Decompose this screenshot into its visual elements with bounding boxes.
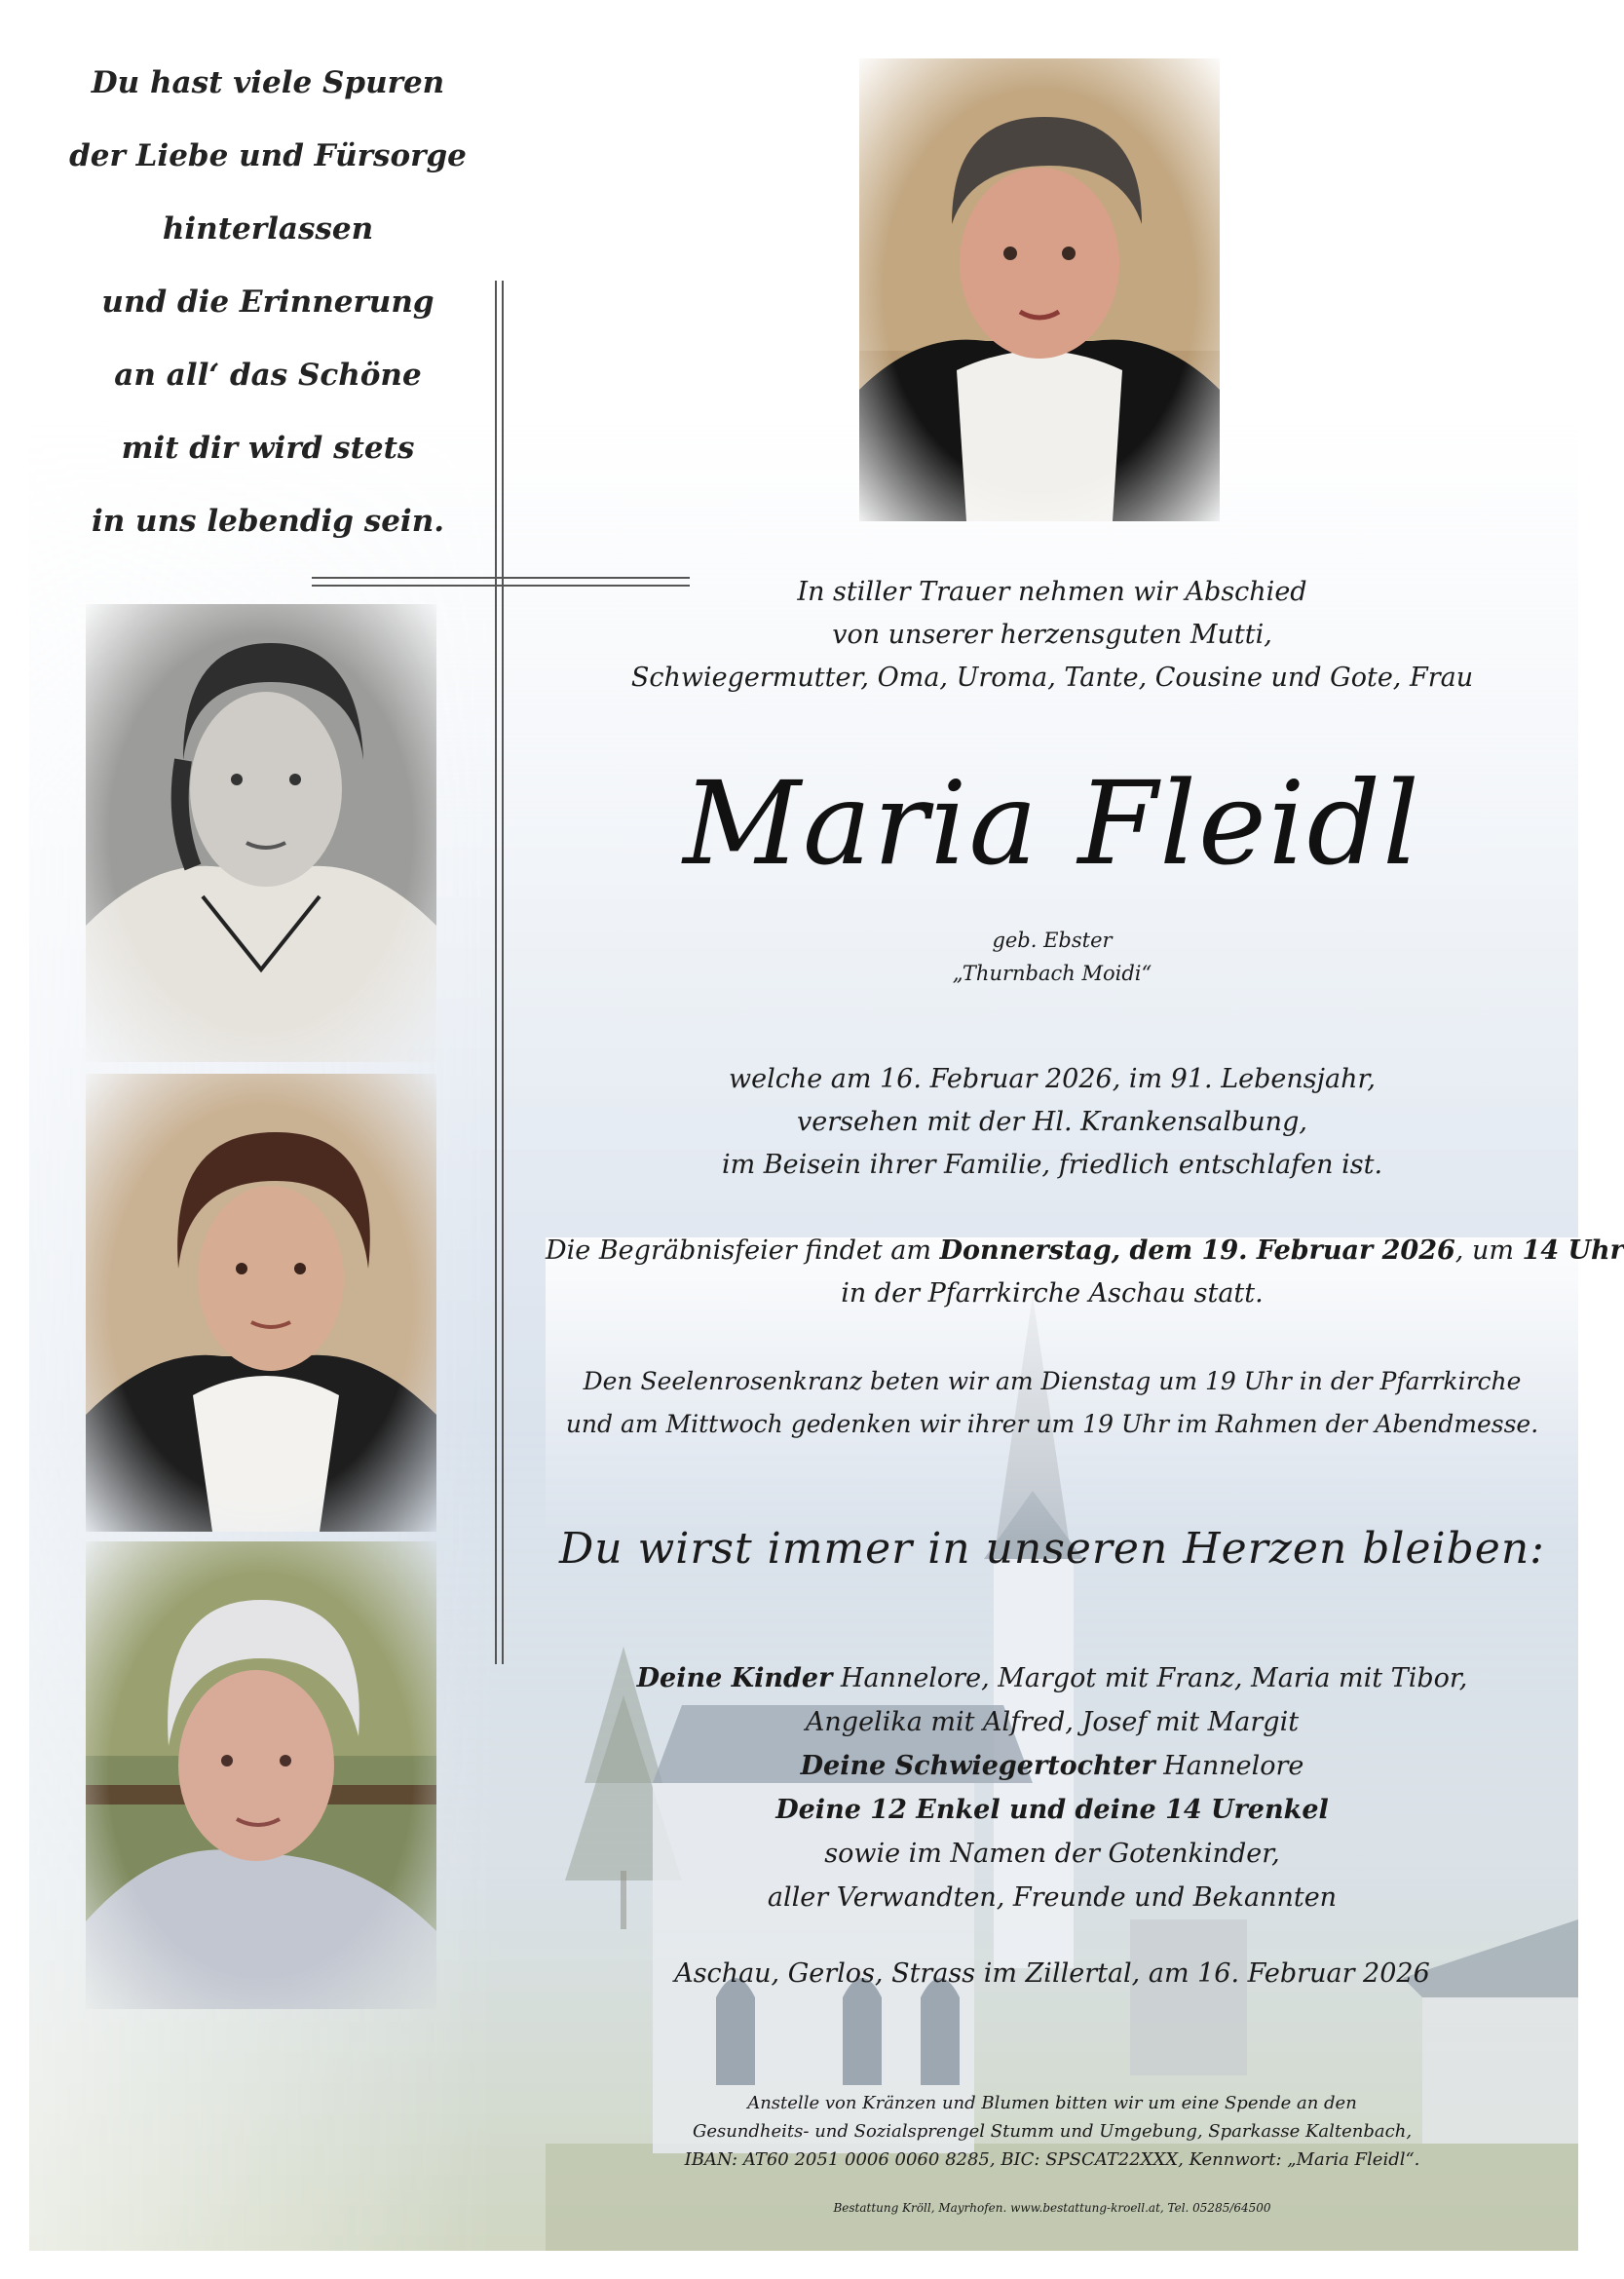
funeral-home-footer: Bestattung Kröll, Mayrhofen. www.bestattung-kroell.at, Tel. 05285/64500: [833, 2201, 1271, 2215]
death-line: versehen mit der Hl. Krankensalbung,: [797, 1107, 1307, 1137]
poem-line: in uns lebendig sein.: [91, 504, 445, 539]
poem-line: mit dir wird stets: [121, 431, 415, 466]
donation-line: IBAN: AT60 2051 0006 0060 8285, BIC: SPSCAT22XXX, Kennwort: „Maria Fleidl“.: [684, 2149, 1420, 2170]
funeral-info: [546, 1230, 1624, 1315]
children-label: Deine Kinder: [636, 1663, 833, 1693]
funeral-prefix: Die Begräbnisfeier findet am: [546, 1235, 940, 1266]
death-line: im Beisein ihrer Familie, friedlich entschlafen ist.: [721, 1150, 1383, 1180]
intro-line: Schwiegermutter, Oma, Uroma, Tante, Cousine und Gote, Frau: [630, 663, 1474, 693]
intro-text: [546, 571, 1559, 700]
rosary-info: [546, 1360, 1559, 1446]
poem-line: an all‘ das Schöne: [114, 358, 422, 393]
cross-vertical-line: [502, 281, 504, 1664]
relatives-line: aller Verwandten, Freunde und Bekannten: [767, 1882, 1338, 1913]
funeral-time: 14 Uhr: [1522, 1235, 1624, 1266]
birth-name: geb. Ebster: [992, 929, 1113, 952]
donation-line: Gesundheits- und Sozialsprengel Stumm und Umgebung, Sparkasse Kaltenbach,: [692, 2121, 1413, 2142]
portrait-photo-middle-age: [86, 1074, 436, 1532]
poem-line: und die Erinnerung: [101, 285, 434, 320]
intro-line: von unserer herzensguten Mutti,: [832, 620, 1272, 650]
family-list: [546, 1656, 1559, 1919]
funeral-location: in der Pfarrkirche Aschau statt.: [841, 1278, 1264, 1309]
rosary-line: und am Mittwoch gedenken wir ihrer um 19 Uhr im Rahmen der Abendmesse.: [565, 1410, 1539, 1438]
portrait-photo-young: [86, 604, 436, 1062]
children-line: [546, 1656, 1559, 1700]
grandchildren: Deine 12 Enkel und deine 14 Urenkel: [775, 1795, 1329, 1825]
donation-line: Anstelle von Kränzen und Blumen bitten wir um eine Spende an den: [747, 2093, 1357, 2113]
daughter-in-law-label: Deine Schwiegertochter: [800, 1751, 1155, 1781]
daughter-in-law-line: [546, 1744, 1559, 1788]
cross-vertical-line: [495, 281, 497, 1664]
portrait-photo-main: [859, 58, 1220, 521]
poem-line: hinterlassen: [162, 211, 374, 247]
deceased-name: Maria Fleidl: [683, 756, 1421, 891]
children-names: Hannelore, Margot mit Franz, Maria mit Tibor,: [832, 1663, 1468, 1693]
rosary-line: Den Seelenrosenkranz beten wir am Dienstag um 19 Uhr in der Pfarrkirche: [583, 1367, 1522, 1395]
funeral-date: Donnerstag, dem 19. Februar 2026: [939, 1235, 1455, 1266]
funeral-line: [546, 1230, 1624, 1272]
grandchildren-line: [546, 1788, 1559, 1832]
poem-line: Du hast viele Spuren: [91, 65, 445, 100]
birth-name-block: [546, 924, 1559, 990]
godchildren-line: sowie im Namen der Gotenkinder,: [824, 1839, 1280, 1869]
funeral-mid: , um: [1454, 1235, 1523, 1266]
children-line-2: Angelika mit Alfred, Josef mit Margit: [805, 1707, 1300, 1737]
daughter-in-law-name: Hannelore: [1154, 1751, 1304, 1781]
nickname: „Thurnbach Moidi“: [952, 962, 1152, 985]
death-notice: [546, 1058, 1559, 1187]
portrait-photo-elderly: [86, 1541, 436, 2009]
place-date: Aschau, Gerlos, Strass im Zillertal, am 16. Februar 2026: [674, 1958, 1430, 1989]
intro-line: In stiller Trauer nehmen wir Abschied: [797, 577, 1307, 607]
motto: Du wirst immer in unseren Herzen bleiben:: [559, 1524, 1545, 1574]
donation-note: [546, 2089, 1559, 2174]
poem: [58, 47, 477, 558]
poem-line: der Liebe und Fürsorge: [69, 138, 467, 173]
death-line: welche am 16. Februar 2026, im 91. Lebensjahr,: [728, 1064, 1377, 1094]
